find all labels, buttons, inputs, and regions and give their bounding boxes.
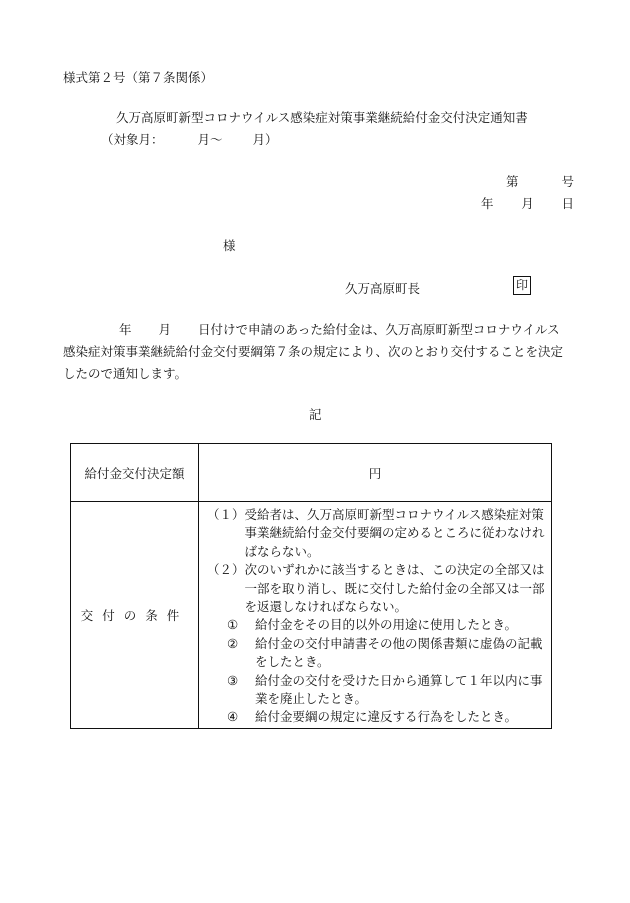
ki-heading: 記 <box>309 407 322 422</box>
amount-label: 給付金交付決定額 <box>71 444 199 502</box>
sub-condition-item <box>207 672 545 709</box>
amount-row <box>71 444 552 502</box>
body-month: 月 <box>158 322 172 337</box>
seal-mark: 印 <box>513 276 531 295</box>
form-label: 様式第２号（第７条関係） <box>63 70 214 85</box>
document-number <box>506 172 574 190</box>
amount-unit: 円 <box>199 444 552 502</box>
sub-condition-item <box>207 616 545 634</box>
issuer-name: 久万高原町長 <box>345 281 421 296</box>
document-date <box>481 194 574 212</box>
conditions-cell <box>199 502 552 729</box>
grant-table <box>70 443 552 729</box>
doc-date-month: 月 <box>521 196 534 211</box>
body-year: 年 <box>119 322 132 337</box>
target-month-to: 月） <box>252 132 278 147</box>
doc-number-prefix: 第 <box>506 174 519 189</box>
body-text: 日付けで申請のあった給付金は、久万高原町新型コロナウイルス感染症対策事業継続給付金交付要綱第７条の規定により、次のとおり交付することを決定したので通知します。 <box>63 322 564 381</box>
condition-item <box>207 506 545 561</box>
sub-condition-marker: ② <box>227 635 239 651</box>
sub-condition-item <box>207 708 545 726</box>
doc-date-day: 日 <box>561 196 574 211</box>
notice-body <box>63 319 567 385</box>
sub-condition-text: 給付金をその目的以外の用途に使用したとき。 <box>255 617 518 633</box>
condition-item <box>207 561 545 616</box>
target-month-line <box>101 130 278 148</box>
target-month-open: （対象月： <box>101 132 164 147</box>
conditions-row <box>71 502 552 729</box>
condition-marker: （１） <box>207 507 245 522</box>
sub-condition-text: 給付金の交付申請書その他の関係書類に虚偽の記載をしたとき。 <box>255 635 543 670</box>
conditions-label: 交付の条件 <box>71 502 199 729</box>
document-title: 久万高原町新型コロナウイルス感染症対策事業継続給付金交付決定通知書 <box>116 110 528 125</box>
sub-condition-text: 給付金の交付を受けた日から通算して１年以内に事業を廃止したとき。 <box>255 672 543 707</box>
sub-condition-text: 給付金要綱の規定に違反する行為をしたとき。 <box>255 709 518 725</box>
sub-condition-marker: ③ <box>227 672 239 688</box>
doc-number-suffix: 号 <box>561 174 574 189</box>
sub-condition-item <box>207 635 545 672</box>
sub-condition-marker: ④ <box>227 709 239 725</box>
condition-marker: （２） <box>207 562 245 578</box>
condition-text: 次のいずれかに該当するときは、この決定の全部又は一部を取り消し、既に交付した給付金の全部又は一部を返還しなければならない。 <box>244 562 545 615</box>
target-month-from: 月～ <box>197 132 223 147</box>
condition-text: 受給者は、久万高原町新型コロナウイルス感染症対策事業継続給付金交付要綱の定めるところに従わなければならない。 <box>244 507 545 559</box>
doc-date-year: 年 <box>481 196 494 211</box>
sub-condition-marker: ① <box>227 617 239 633</box>
addressee-suffix: 様 <box>223 238 236 253</box>
